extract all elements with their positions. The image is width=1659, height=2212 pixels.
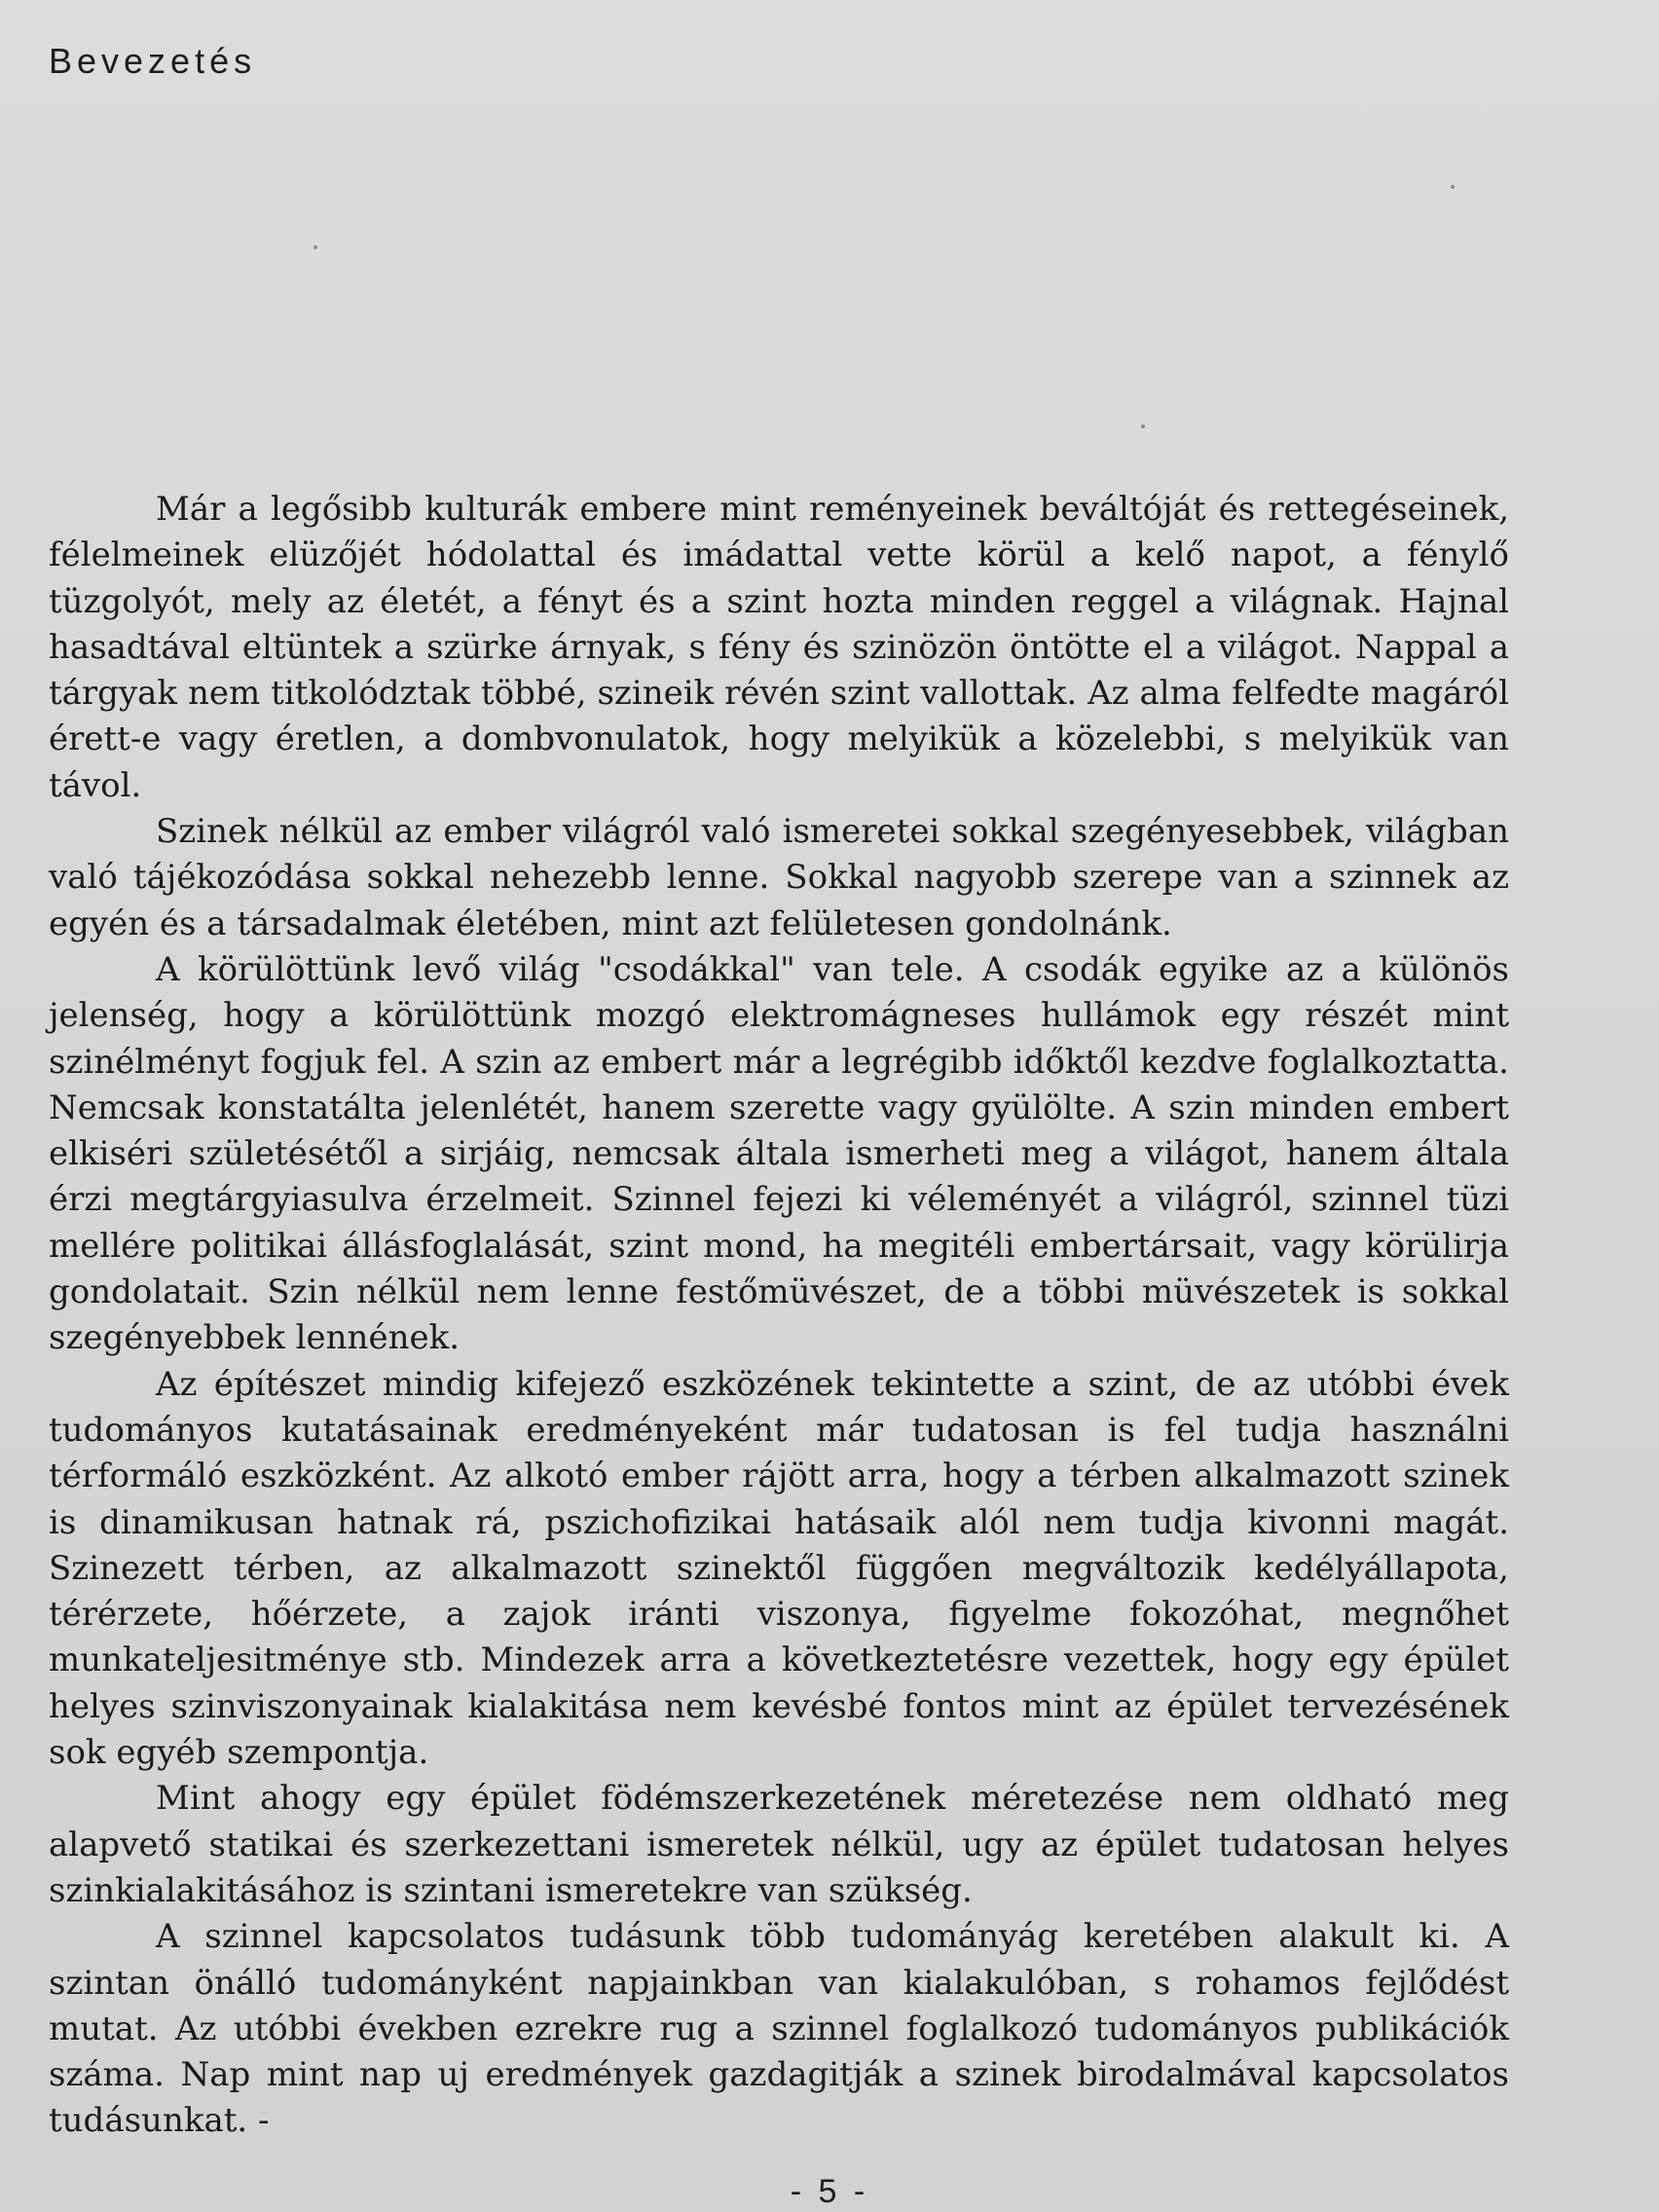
paragraph: Szinek nélkül az ember világról való ismeretei sokkal szegényesebbek, világban való tájékozódása sokkal nehezebb lenne. Sokkal nagyobb szerepe van a szinnek az egyén és a társadalmak életében, mint azt felületesen gondolnánk.	[49, 812, 1509, 943]
paragraph: Mint ahogy egy épület födémszerkezetének méretezése nem oldható meg alapvető statikai és szerkezettani ismeretek nélkül, ugy az épület tudatosan helyes szinkialakitásához is szintani ismeretekre van szükség.	[49, 1779, 1509, 1910]
paper-speck	[1141, 424, 1145, 428]
paragraph: A körülöttünk levő világ "csodákkal" van tele. A csodák egyike az a különös jelenség, hogy a körülöttünk mozgó elektromágneses hullámok egy részét mint szinélményt fogjuk fel. A szin az embert már a legrégibb időktől kezdve foglalkoztatta. Nemcsak konstatálta jelenlétét, hanem szerette vagy gyülölte. A szin minden embert elkiséri születésétől a sirjáig, nemcsak általa ismerheti meg a világot, hanem általa érzi megtárgyiasulva érzelmeit. Szinnel fejezi ki véleményét a világról, szinnel tüzi mellére politikai állásfoglalását, szint mond, ha megitéli embertársait, vagy körülirja gondolatait. Szin nélkül nem lenne festőmüvészet, de a többi müvészetek is sokkal szegényebbek lennének.	[49, 949, 1509, 1358]
paragraph: Az építészet mindig kifejező eszközének tekintette a szint, de az utóbbi évek tudományos kutatásainak eredményeként már tudatosan is fel tudja használni térformáló eszközként. Az alkotó ember rájött arra, hogy a térben alkalmazott szinek is dinamikusan hatnak rá, pszichofizikai hatásaik alól nem tudja kivonni magát. Szinezett térben, az alkalmazott szinektől függően megváltozik kedélyállapota, térérzete, hőérzete, a zajok iránti viszonya, figyelme fokozóhat, megnőhet munkateljesitménye stb. Mindezek arra a következtetésre vezettek, hogy egy épület helyes szinviszonyainak kialakitása nem kevésbé fontos mint az épület tervezésének sok egyéb szempontja.	[49, 1364, 1509, 1773]
paragraph: A szinnel kapcsolatos tudásunk több tudományág keretében alakult ki. A szintan önálló tudományként napjainkban van kialakulóban, s rohamos fejlődést mutat. Az utóbbi években ezrekre rug a szinnel foglalkozó tudományos publikációk száma. Nap mint nap uj eredmények gazdagitják a szinek birodalmával kapcsolatos tudásunkat. -	[49, 1917, 1509, 2141]
page-title: Bevezetés	[49, 41, 257, 81]
page-number: - 5 -	[790, 2173, 869, 2210]
paragraph: Már a legősibb kulturák embere mint reményeinek beváltóját és rettegéseinek, félelmeinek elüzőjét hódolattal és imádattal vette körül a kelő napot, a fénylő tüzgolyót, mely az életét, a fényt és a szint hozta minden reggel a világnak. Hajnal hasadtával eltüntek a szürke árnyak, s fény és szinözön öntötte el a világot. Nappal a tárgyak nem titkolództak többé, szineik révén szint vallottak. Az alma felfedte magáról érett-e vagy éretlen, a dombvonulatok, hogy melyikük a közelebbi, s melyikük van távol.	[49, 490, 1509, 805]
body-text	[49, 487, 1509, 2145]
paper-speck	[1451, 185, 1455, 189]
paper-speck	[313, 245, 317, 249]
